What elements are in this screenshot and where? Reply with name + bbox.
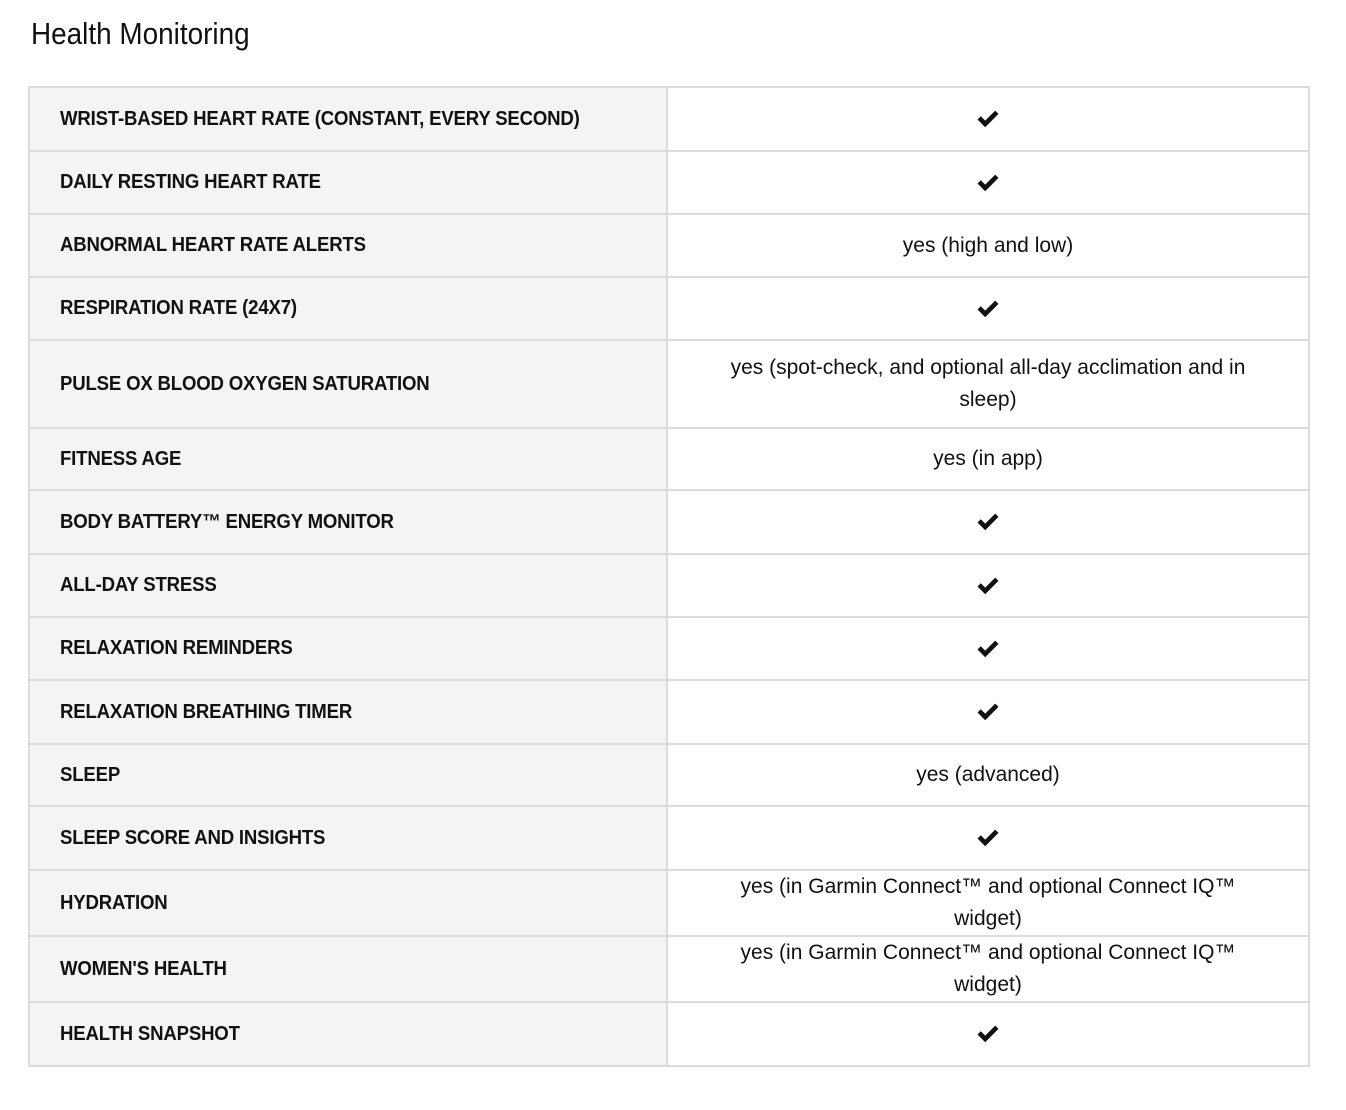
feature-value: yes (in Garmin Connect™ and optional Connect IQ™ widget) [740, 941, 1236, 996]
feature-value: yes (spot-check, and optional all-day acclimation and in sleep) [730, 356, 1246, 411]
feature-value-cell [667, 936, 1309, 1002]
feature-label-cell [29, 87, 667, 151]
check-icon [976, 109, 1000, 129]
table-row [29, 936, 1309, 1002]
feature-label: HYDRATION [60, 891, 168, 914]
feature-label-cell [29, 554, 667, 617]
check-icon [976, 299, 1000, 319]
feature-label-cell [29, 870, 667, 936]
table-row [29, 680, 1309, 744]
table-row [29, 428, 1309, 490]
feature-label-cell [29, 617, 667, 680]
table-row [29, 617, 1309, 680]
feature-label-cell [29, 936, 667, 1002]
table-row [29, 277, 1309, 340]
feature-label: ALL-DAY STRESS [60, 574, 217, 596]
feature-value-cell [667, 554, 1309, 617]
feature-value-cell [667, 277, 1309, 340]
check-icon [976, 576, 1000, 596]
feature-value-cell [667, 340, 1309, 428]
feature-label-cell [29, 806, 667, 870]
feature-value-cell [667, 87, 1309, 151]
table-row [29, 340, 1309, 428]
feature-label: HEALTH SNAPSHOT [60, 1022, 240, 1045]
table-row [29, 490, 1309, 554]
table-row [29, 151, 1309, 214]
feature-value-cell [667, 870, 1309, 936]
check-icon [976, 828, 1000, 848]
feature-label: RESPIRATION RATE (24X7) [60, 297, 297, 319]
feature-label: PULSE OX BLOOD OXYGEN SATURATION [60, 372, 430, 395]
feature-label: SLEEP SCORE AND INSIGHTS [60, 826, 326, 849]
feature-label: SLEEP [60, 763, 121, 786]
table-row [29, 806, 1309, 870]
feature-value-cell [667, 490, 1309, 554]
table-row [29, 870, 1309, 936]
feature-value-cell [667, 806, 1309, 870]
feature-label: WRIST-BASED HEART RATE (CONSTANT, EVERY SECOND) [60, 107, 580, 130]
feature-value: yes (advanced) [916, 763, 1060, 786]
table-row [29, 1002, 1309, 1066]
feature-label-cell [29, 277, 667, 340]
table-row [29, 214, 1309, 277]
feature-value-cell [667, 1002, 1309, 1066]
feature-value-cell [667, 151, 1309, 214]
feature-label: BODY BATTERY™ ENERGY MONITOR [60, 510, 394, 533]
feature-value-cell [667, 428, 1309, 490]
feature-value: yes (in Garmin Connect™ and optional Connect IQ™ widget) [740, 875, 1236, 930]
feature-label-cell [29, 340, 667, 428]
table-row [29, 87, 1309, 151]
feature-label-cell [29, 428, 667, 490]
feature-label-cell [29, 490, 667, 554]
feature-value: yes (in app) [933, 447, 1043, 470]
feature-value-cell [667, 617, 1309, 680]
section-title: Health Monitoring [31, 16, 250, 51]
feature-value-cell [667, 680, 1309, 744]
feature-value: yes (high and low) [902, 233, 1074, 257]
check-icon [976, 1024, 1000, 1044]
health-monitoring-specs-table [28, 86, 1310, 1067]
check-icon [976, 702, 1000, 722]
feature-label-cell [29, 1002, 667, 1066]
feature-label: ABNORMAL HEART RATE ALERTS [60, 234, 366, 256]
table-row [29, 554, 1309, 617]
feature-label: WOMEN'S HEALTH [60, 957, 227, 980]
check-icon [976, 512, 1000, 532]
feature-label: RELAXATION BREATHING TIMER [60, 700, 353, 723]
feature-label-cell [29, 214, 667, 277]
feature-value-cell [667, 214, 1309, 277]
table-row [29, 744, 1309, 806]
feature-label-cell [29, 151, 667, 214]
feature-label: RELAXATION REMINDERS [60, 637, 293, 659]
feature-label: FITNESS AGE [60, 447, 182, 470]
specs-table-body [29, 87, 1309, 1066]
check-icon [976, 639, 1000, 659]
feature-label: DAILY RESTING HEART RATE [60, 171, 321, 193]
feature-label-cell [29, 680, 667, 744]
feature-value-cell [667, 744, 1309, 806]
feature-label-cell [29, 744, 667, 806]
check-icon [976, 173, 1000, 193]
